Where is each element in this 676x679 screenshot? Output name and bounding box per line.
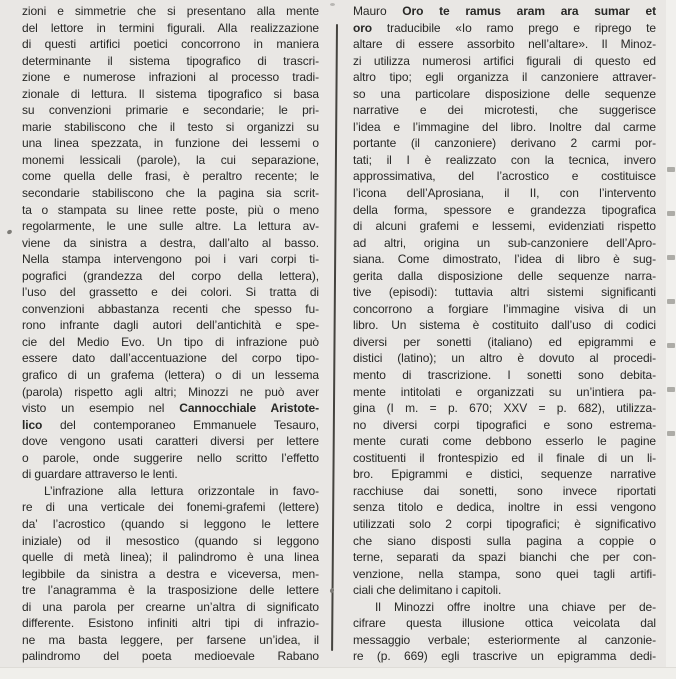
text-line: utilizzati solo 2 corpi tipografici; è significativo: [353, 516, 656, 531]
text-line: bro. Epigrammi e distici, sequenze narrative: [353, 467, 656, 482]
text-line: marie stabiliscono che il testo si organizzi su: [22, 119, 319, 134]
text-line: da’ l’acrostico (quando si leggono le lettere: [22, 516, 319, 531]
text-line: come quella delle frasi, è peraltro recente; le: [22, 169, 319, 184]
text-line: differente. Esistono infiniti altri tipi di infrazio-: [22, 616, 319, 631]
text-line: lico del contemporaneo Emmanuele Tesauro,: [22, 417, 319, 432]
text-line: racchiuse dai sonetti, sono invece riportati: [353, 483, 656, 498]
text-line: del lettore in termini figurali. Alla realizzazione: [22, 20, 319, 35]
text-line: una linea spezzata, in funzione dei lessemi o: [22, 136, 319, 151]
edge-scan-mark: [667, 299, 675, 304]
text-line: Mauro Oro te ramus aram ara sumar et: [353, 4, 656, 18]
text-line: rono infrante dagli autori dell’antichità e spe-: [22, 318, 319, 333]
column-divider: [331, 24, 338, 651]
text-line: gerita dalla disposizione delle sequenze narra-: [353, 268, 656, 283]
text-line: zioni e simmetrie che si presentano alla mente: [22, 4, 319, 18]
text-line: no diversi corpi tipografici e sono estrema-: [353, 417, 656, 432]
text-line: ciali che delimitano i capitoli.: [353, 583, 502, 598]
text-line: mento di trascrizione. I sonetti sono debita-: [353, 368, 656, 383]
text-line: altro tipo; egli organizza il canzoniere attraver-: [353, 70, 656, 85]
edge-scan-mark: [667, 387, 675, 392]
text-line: secondarie stabiliscono che la pagina sia scrit-: [22, 186, 319, 201]
text-line: pografici (grandezza del corpo della lettera),: [22, 268, 319, 283]
text-line: palindromo del poeta medioevale Rabano: [22, 649, 319, 664]
text-line: di una parola per crearne un’altra di significato: [22, 599, 319, 614]
text-line: viene da sinistra a destra, dall’alto al basso.: [22, 235, 319, 250]
ink-speck: [329, 587, 334, 593]
edge-scan-mark: [667, 343, 675, 348]
text-line: re di una verticale dei fonemi-grafemi (lettere): [22, 500, 319, 515]
edge-scan-mark: [667, 167, 675, 172]
text-line: grafico di un grafema (lettera) o di un lessema: [22, 368, 319, 383]
text-line: di questi artifici poetici concorrono in maniera: [22, 37, 319, 52]
text-line: visto un esempio nel Cannocchiale Aristote-: [22, 401, 319, 416]
text-line: zionale di lettura. Il sistema tipografico si basa: [22, 86, 319, 101]
text-line: che siano disposti sulla pagina a coppie o: [353, 533, 656, 548]
right-column: [353, 3, 656, 665]
text-line: ta o stampata su linee rette poste, più o meno: [22, 202, 319, 217]
text-line: della forma, spessore e grandezza tipografica: [353, 202, 656, 217]
text-line: l’icona dell’Aprosiana, il II, con l’intervento: [353, 186, 656, 201]
text-line: (parola) rispetto agli altri; Minozzi ne può aver: [22, 384, 319, 399]
edge-scan-mark: [667, 211, 675, 216]
text-line: portante (il canzoniere) derivano 2 carmi por-: [353, 136, 656, 151]
text-line: di guardare attraverso le lenti.: [22, 467, 178, 482]
text-line: costituenti il frontespizio ed il finale di un li-: [353, 450, 656, 465]
text-line: mente curati come debbono esserlo le pagine: [353, 434, 656, 449]
text-line: o parole, onde suggerire nello scritto l’effetto: [22, 450, 319, 465]
text-line: messaggio verbale; esteriormente al canzonie-: [353, 632, 656, 647]
edge-scan-mark: [667, 255, 675, 260]
text-line: L’infrazione alla lettura orizzontale in favo-: [44, 483, 319, 498]
page-bottom-edge: [0, 667, 676, 679]
text-line: distici (latino); un altro è dovuto al procedi-: [353, 351, 656, 366]
text-line: mente intitolati e organizzati su un’intiera pa-: [353, 384, 656, 399]
text-line: altare di essere assorbito nell’altare». Il Minoz-: [353, 37, 656, 52]
text-line: legibbile da sinistra a destra e viceversa, men-: [22, 566, 319, 581]
text-line: Il Minozzi offre inoltre una chiave per de-: [375, 599, 656, 614]
text-line: venzione, nella stampa, sono quei tagli artifi-: [353, 566, 656, 581]
text-line: quelle di metà linea); il palindromo è una linea: [22, 550, 319, 565]
text-line: l’idea e l’immagine del libro. Inoltre dal carme: [353, 119, 656, 134]
text-line: dove vengono usati caratteri diversi per lettere: [22, 434, 319, 449]
text-line: determinante il sistema tipografico di trascri-: [22, 53, 319, 68]
text-line: Nella stampa intervengono poi i vari corpi ti-: [22, 252, 319, 267]
ink-speck: [330, 3, 335, 6]
text-line: tive (episodi): tuttavia altri sistemi significanti: [353, 285, 656, 300]
text-line: re (p. 669) egli trascrive un epigramma dedi-: [353, 649, 656, 664]
text-line: diversi per sonetti (italiano) ed epigrammi e: [353, 334, 656, 349]
text-line: siana. Come dimostrato, l’idea di libro è sug-: [353, 252, 656, 267]
left-column: [22, 3, 319, 665]
text-line: monemi lessicali (parole), la cui separazione,: [22, 152, 319, 167]
text-line: gina (I m. = p. 670; XXV = p. 682), utilizza-: [353, 401, 656, 416]
text-line: iniziale) od il mesostico (quando si leggono: [22, 533, 319, 548]
text-line: so una particolare disposizione delle sequenze: [353, 86, 656, 101]
text-line: libro. Un sistema è costituito dall’uso di codici: [353, 318, 656, 333]
text-line: su convenzioni primarie e secondarie; le pri-: [22, 103, 319, 118]
text-line: convenzioni abbastanza recenti che spesso fu-: [22, 301, 319, 316]
text-line: cie del Medio Evo. Un tipo di infrazione può: [22, 334, 319, 349]
text-line: narrative e dei microtesti, che suggerisce: [353, 103, 656, 118]
facing-page-edge: [666, 0, 676, 679]
text-line: di alcuni grafemi e lessemi, evidenziati rispetto: [353, 219, 656, 234]
text-line: oro traducibile «Io ramo prego e riprego te: [353, 20, 656, 35]
text-line: ad altri, origina un sub-canzoniere dell’Apro-: [353, 235, 656, 250]
text-line: approssimativa, del l’acrostico e costituisce: [353, 169, 656, 184]
edge-scan-mark: [667, 431, 675, 436]
text-line: concorrono a forgiare l’immagine visiva di un: [353, 301, 656, 316]
text-line: essere dato dall’accentuazione del corpo tipo-: [22, 351, 319, 366]
text-line: l’uso del grassetto e dei colori. Si tratta di: [22, 285, 319, 300]
text-line: zione e numerose infrazioni al processo tradi-: [22, 70, 319, 85]
text-line: cifrare questa illusione ottica veicolata dal: [353, 616, 656, 631]
text-line: tati; il I è realizzato con la tecnica, invero: [353, 152, 656, 167]
ink-speck: [6, 229, 12, 235]
text-line: senza titolo e dedica, inoltre in essi vengono: [353, 500, 656, 515]
text-line: regolarmente, le une sulle altre. La lettura av-: [22, 219, 319, 234]
text-line: tre l’anagramma è la trasposizione delle lettere: [22, 583, 319, 598]
text-line: ne ma basta leggere, per farsene un’idea, il: [22, 632, 319, 647]
text-line: terne, separati da spazi bianchi che per con-: [353, 550, 656, 565]
text-line: zi utilizza numerosi artifici figurali di questo ed: [353, 53, 656, 68]
